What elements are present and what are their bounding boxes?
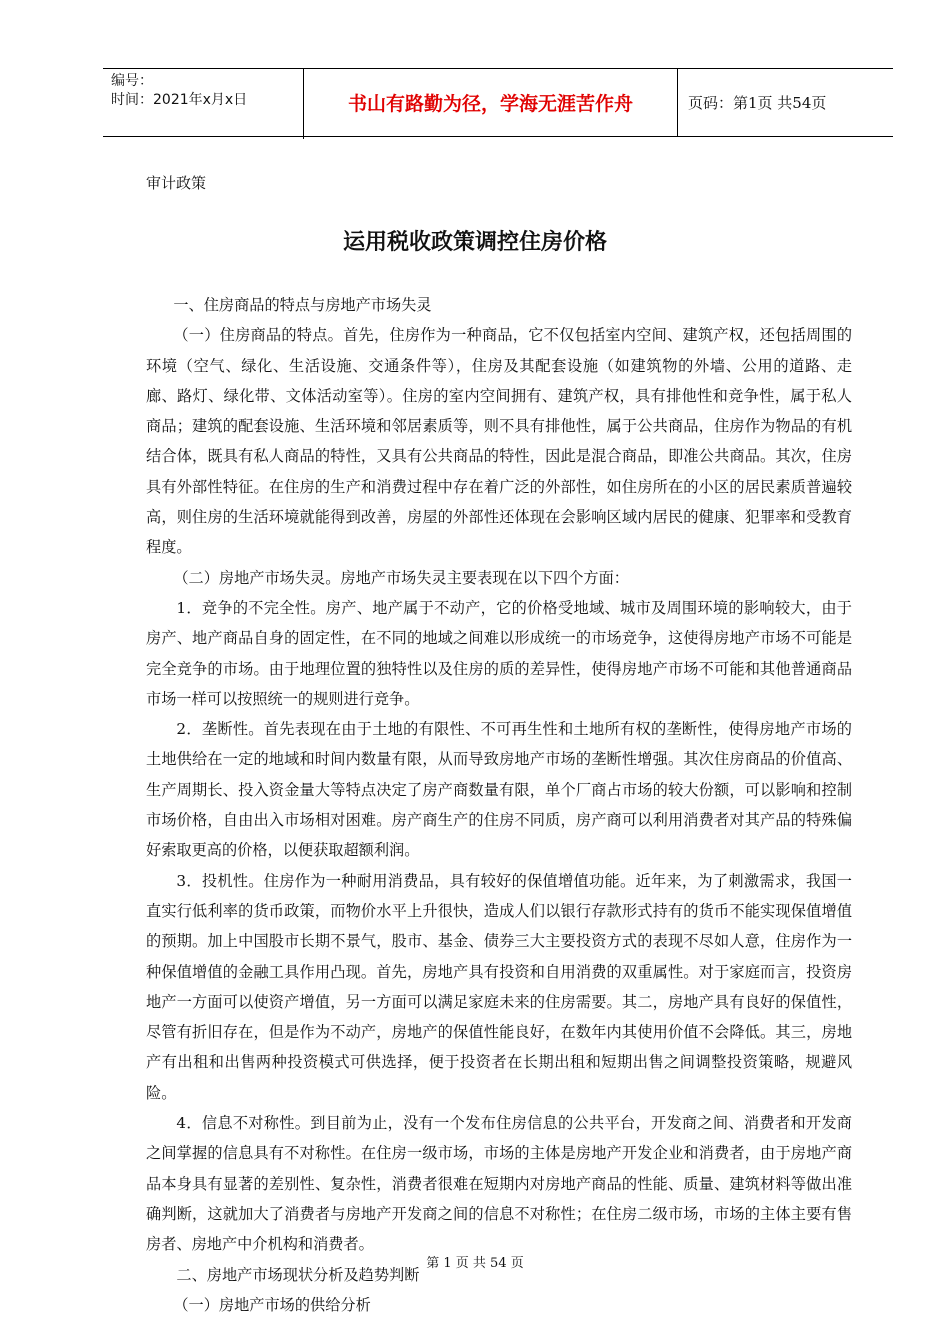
document-title: 运用税收政策调控住房价格 (342, 230, 607, 255)
subsection-heading: （一）房地产市场的供给分析 (173, 1295, 371, 1314)
document-category: 审计政策 (146, 174, 207, 192)
header-motto: 书山有路勤为径，学海无涯苦作舟 (304, 69, 678, 136)
section-heading: 一、住房商品的特点与房地产市场失灵 (173, 296, 432, 314)
page-footer: 第 1 页 共 54 页 (426, 1256, 524, 1271)
time-label: 时间：2021年x月x日 (111, 92, 248, 108)
section-heading: 二、房地产市场现状分析及趋势判断 (176, 1265, 420, 1284)
header-meta (103, 69, 304, 139)
paragraph: 4．信息不对称性。到目前为止，没有一个发布住房信息的公共平台，开发商之间、消费者和开发商之间掌握的信息具有不对称性。在住房一级市场，市场的主体是房地产开发企业和消费者，由于房地产商品本身具有显著的差别性、复杂性，消费者很难在短期内对房地产商品的性能、质量、建筑材料等做出准确判断，这就加大了消费者与房地产开发商之间的信息不对称性；在住房二级市场，市场的主体主要有售房者、房地产中介机构和消费者。 (146, 1114, 852, 1254)
paragraph: 2．垄断性。首先表现在由于土地的有限性、不可再生性和土地所有权的垄断性，使得房地产市场的土地供给在一定的地域和时间内数量有限，从而导致房地产市场的垄断性增强。其次住房商品的价值高、生产周期长、投入资金量大等特点决定了房产商数量有限，单个厂商占市场的较大份额，可以影响和控制市场价格，自由出入市场相对困难。房产商生产的住房不同质，房产商可以利用消费者对其产品的特殊偏好索取更高的价格，以便获取超额利润。 (146, 720, 852, 860)
page-header (103, 68, 893, 137)
number-label: 编号： (111, 73, 153, 89)
document-body (146, 290, 852, 1320)
paragraph: （一）住房商品的特点。首先，住房作为一种商品，它不仅包括室内空间、建筑产权，还包括周围的环境（空气、绿化、生活设施、交通条件等），住房及其配套设施（如建筑物的外墙、公用的道路、走廊、路灯、绿化带、文体活动室等）。住房的室内空间拥有、建筑产权，具有排他性和竞争性，属于私人商品；建筑的配套设施、生活环境和邻居素质等，则不具有排他性，属于公共商品，住房作为物品的有机结合体，既具有私人商品的特性，又具有公共商品的特性，因此是混合商品，即准公共商品。其次，住房具有外部性特征。在住房的生产和消费过程中存在着广泛的外部性，如住房所在的小区的居民素质普遍较高，则住房的生活环境就能得到改善，房屋的外部性还体现在会影响区域内居民的健康、犯罪率和受教育程度。 (146, 326, 852, 557)
header-page-info: 页码：第1页 共54页 (688, 94, 827, 112)
paragraph: 1．竞争的不完全性。房产、地产属于不动产，它的价格受地域、城市及周围环境的影响较大，由于房产、地产商品自身的固定性，在不同的地域之间难以形成统一的市场竞争，这使得房地产市场不可能是完全竞争的市场。由于地理位置的独特性以及住房的质的差异性，使得房地产市场不可能和其他普通商品市场一样可以按照统一的规则进行竞争。 (146, 598, 852, 708)
paragraph: 3．投机性。住房作为一种耐用消费品，具有较好的保值增值功能。近年来，为了刺激需求，我国一直实行低利率的货币政策，而物价水平上升很快，造成人们以银行存款形式持有的货币不能实现保值增值的预期。加上中国股市长期不景气，股市、基金、债券三大主要投资方式的表现不尽如人意，住房作为一种保值增值的金融工具作用凸现。首先，房地产具有投资和自用消费的双重属性。对于家庭而言，投资房地产一方面可以使资产增值，另一方面可以满足家庭未来的住房需要。其二，房地产具有良好的保值性，尽管有折旧存在，但是作为不动产，房地产的保值性能良好，在数年内其使用价值不会降低。其三，房地产有出租和出售两种投资模式可供选择，便于投资者在长期出租和短期出售之间调整投资策略，规避风险。 (146, 871, 852, 1102)
paragraph: （二）房地产市场失灵。房地产市场失灵主要表现在以下四个方面： (173, 568, 629, 587)
